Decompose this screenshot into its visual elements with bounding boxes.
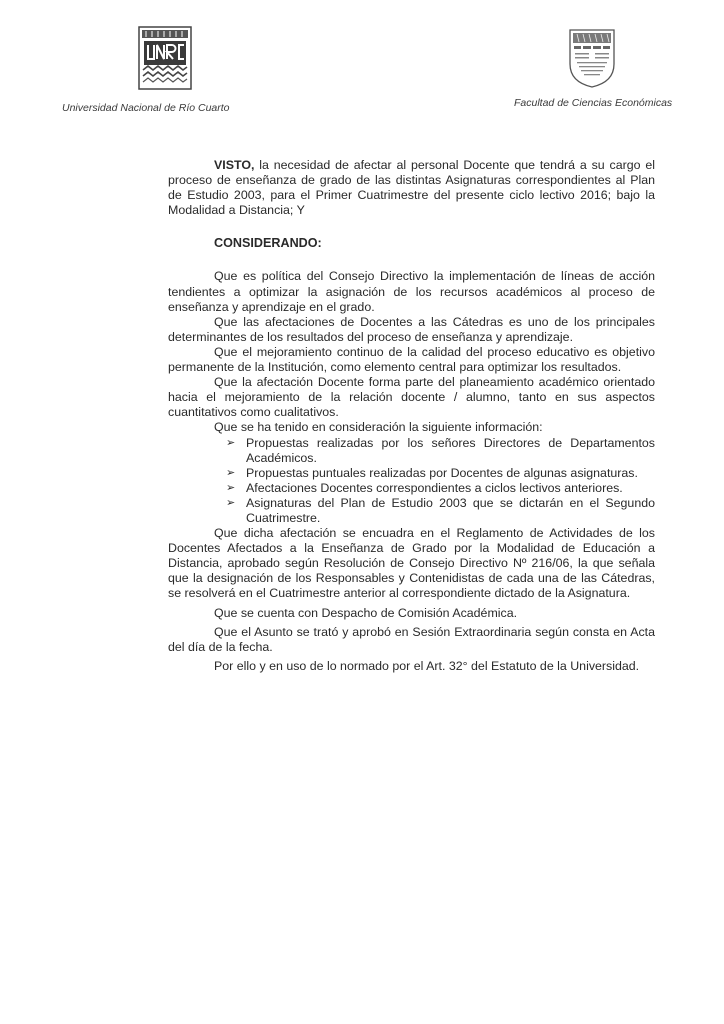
list-item: ➢ Propuestas realizadas por los señores Directores de Departamentos Académicos. bbox=[226, 435, 655, 465]
faculty-logo bbox=[567, 27, 617, 89]
visto-lead: VISTO, bbox=[214, 158, 255, 172]
unrc-logo bbox=[138, 26, 192, 90]
paragraph-4: Que la afectación Docente forma parte del planeamiento académico orientado hacia el mejoramiento de la relación docente / alumno, tanto en sus aspectos cuantitativos como cualitativos. bbox=[168, 375, 655, 420]
faculty-caption: Facultad de Ciencias Económicas bbox=[514, 97, 673, 109]
visto-paragraph bbox=[168, 158, 655, 218]
paragraph-7: Que se cuenta con Despacho de Comisión Académica. bbox=[214, 605, 518, 620]
arrow-bullet-icon: ➢ bbox=[226, 436, 236, 449]
visto-text: la necesidad de afectar al personal Docente que tendrá a su cargo el proceso de enseñanza de grado de las distintas Asignaturas correspondientes al Plan de Estudio 2003, para el Primer Cuatrimestre del presente ciclo lectivo 2016; bajo la Modalidad a Distancia; Y bbox=[168, 158, 655, 218]
university-caption: Universidad Nacional de Río Cuarto bbox=[62, 102, 230, 114]
list-item: ➢ Asignaturas del Plan de Estudio 2003 que se dictarán en el Segundo Cuatrimestre. bbox=[226, 495, 655, 525]
list-item: ➢ Propuestas puntuales realizadas por Docentes de algunas asignaturas. bbox=[226, 465, 638, 480]
list-item: ➢ Afectaciones Docentes correspondientes a ciclos lectivos anteriores. bbox=[226, 480, 623, 495]
paragraph-2: Que las afectaciones de Docentes a las Cátedras es uno de los principales determinantes de los resultados del proceso de enseñanza y aprendizaje. bbox=[168, 314, 655, 344]
paragraph-6: Que dicha afectación se encuadra en el Reglamento de Actividades de los Docentes Afectados a la Enseñanza de Grado por la Modalidad de Educación a Distancia, aprobado según Resolución de Consejo Directivo Nº 216/06, la que señala que la designación de los Responsables y Contenidistas de cada una de las Cátedras, se resolverá en el Cuatrimestre anterior al correspondiente dictado de la Asignatura. bbox=[168, 526, 655, 601]
arrow-bullet-icon: ➢ bbox=[226, 481, 236, 494]
paragraph-3: Que el mejoramiento continuo de la calidad del proceso educativo es objetivo permanente de la Institución, como elemento central para optimizar los resultados. bbox=[168, 344, 655, 375]
paragraph-8: Que el Asunto se trató y aprobó en Sesión Extraordinaria según consta en Acta del día de la fecha. bbox=[168, 624, 655, 654]
information-list bbox=[168, 436, 655, 527]
paragraph-5: Que se ha tenido en consideración la siguiente información: bbox=[214, 420, 543, 435]
considerando-heading: CONSIDERANDO: bbox=[214, 236, 322, 251]
document-body bbox=[168, 158, 655, 674]
paragraph-1: Que es política del Consejo Directivo la implementación de líneas de acción tendientes a optimizar la asignación de los recursos académicos al proceso de enseñanza y aprendizaje en el grado. bbox=[168, 269, 655, 314]
arrow-bullet-icon: ➢ bbox=[226, 496, 236, 509]
paragraph-9: Por ello y en uso de lo normado por el Art. 32° del Estatuto de la Universidad. bbox=[214, 658, 640, 673]
arrow-bullet-icon: ➢ bbox=[226, 466, 236, 479]
